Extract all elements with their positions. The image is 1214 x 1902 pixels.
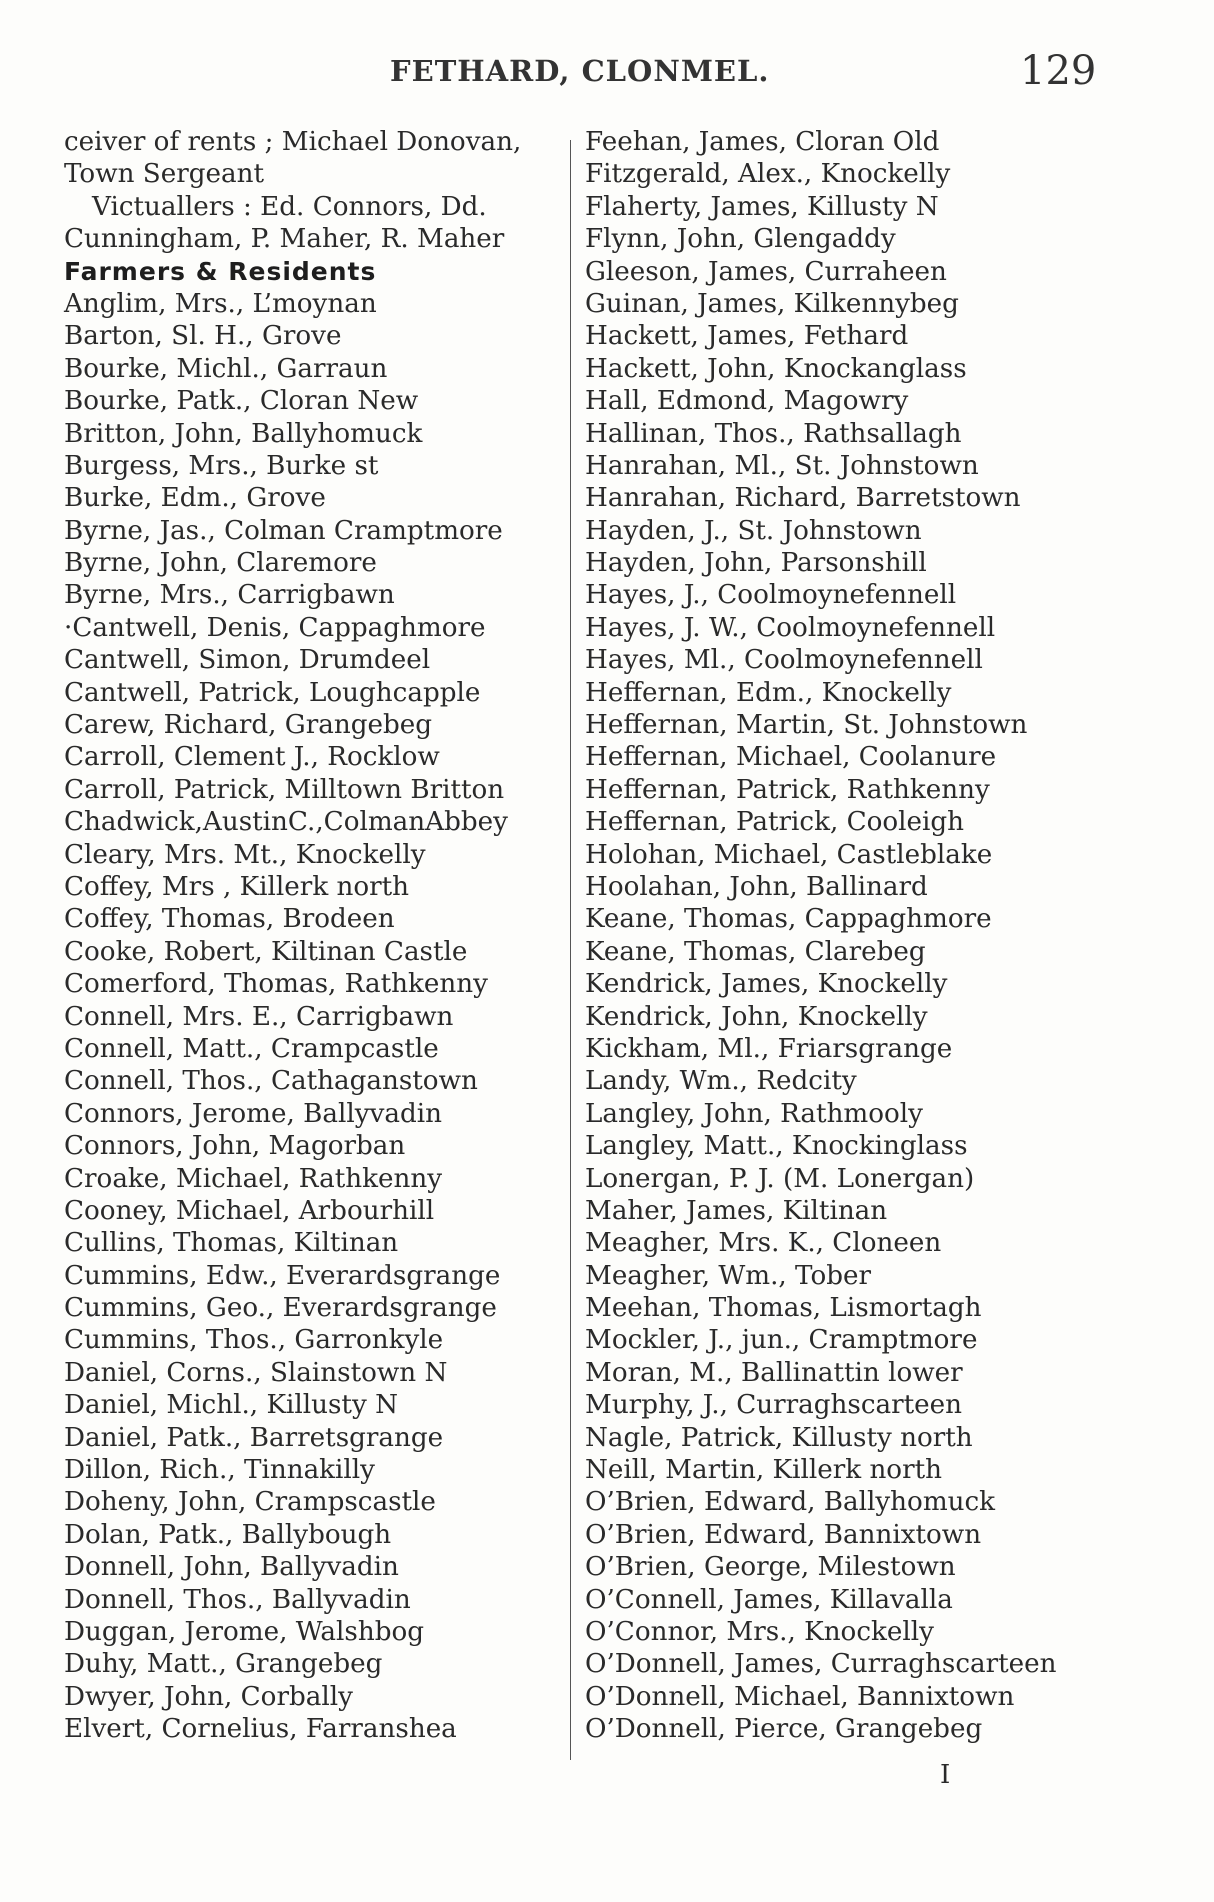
page-header [0,48,1214,98]
directory-entry: Nagle, Patrick, Killusty north [585,1422,973,1453]
directory-entry: Hayes, Ml., Coolmoynefennell [585,645,983,676]
directory-entry: Daniel, Corns., Slainstown N [64,1357,448,1388]
directory-entry: O’Donnell, Pierce, Grangebeg [585,1714,983,1745]
directory-entry: Mockler, J., jun., Cramptmore [585,1325,978,1356]
directory-entry: Keane, Thomas, Clarebeg [585,936,926,967]
left-column [64,126,564,1746]
directory-entry: Kickham, Ml., Friarsgrange [585,1033,953,1064]
directory-entry: Heffernan, Michael, Coolanure [585,742,997,773]
directory-entry: Feehan, James, Cloran Old [585,127,940,157]
directory-entry: Meagher, Wm., Tober [585,1260,872,1291]
victuallers-line: Victuallers : Ed. Connors, Dd. [92,191,487,222]
intro-line: ceiver of rents ; Michael Donovan, [64,127,522,157]
directory-entry: Hallinan, Thos., Rathsallagh [585,418,962,449]
intro-line: Town Sergeant [64,159,265,190]
directory-entry: ·Cantwell, Denis, Cappaghmore [64,612,486,643]
directory-entry: Hayes, J., Coolmoynefennell [585,580,957,611]
directory-entry: Byrne, Mrs., Carrigbawn [64,580,395,611]
directory-entry: Duggan, Jerome, Walshbog [64,1616,425,1647]
directory-entry: Comerford, Thomas, Rathkenny [64,969,488,1000]
directory-entry: Croake, Michael, Rathkenny [64,1163,443,1194]
directory-entry: Anglim, Mrs., L’moynan [64,288,377,319]
directory-entry: Elvert, Cornelius, Farranshea [64,1714,457,1745]
directory-entry: Flynn, John, Glengaddy [585,224,896,255]
directory-entry: Coffey, Thomas, Brodeen [64,904,395,935]
directory-entry: O’Brien, Edward, Ballyhomuck [585,1487,996,1518]
directory-entry: Heffernan, Martin, St. Johnstown [585,710,1028,741]
directory-entry: Hayden, J., St. Johnstown [585,515,922,546]
left-entry-list [64,288,564,1746]
directory-entry: Doheny, John, Crampscastle [64,1487,436,1518]
directory-entry: Hayden, John, Parsonshill [585,548,927,579]
directory-entry: Cooke, Robert, Kiltinan Castle [64,936,468,967]
directory-entry: Landy, Wm., Redcity [585,1066,857,1097]
running-head: FETHARD, CLONMEL. [390,54,770,88]
directory-entry: O’Donnell, James, Curraghscarteen [585,1649,1057,1680]
directory-entry: Donnell, John, Ballyvadin [64,1552,399,1583]
directory-entry: Neill, Martin, Killerk north [585,1455,942,1486]
directory-entry: Byrne, Jas., Colman Cramptmore [64,515,503,546]
directory-entry: Daniel, Michl., Killusty N [64,1390,398,1421]
directory-entry: Daniel, Patk., Barretsgrange [64,1422,444,1453]
page-number: 129 [1020,48,1097,94]
directory-entry: Gleeson, James, Curraheen [585,256,947,287]
directory-entry: Holohan, Michael, Castleblake [585,839,993,870]
directory-entry: Langley, John, Rathmooly [585,1098,923,1129]
directory-entry: Burgess, Mrs., Burke st [64,450,379,481]
directory-entry: Heffernan, Patrick, Cooleigh [585,807,965,838]
directory-entry: Hanrahan, Richard, Barretstown [585,483,1021,514]
directory-entry: Hanrahan, Ml., St. Johnstown [585,450,979,481]
directory-entry: Byrne, John, Claremore [64,548,377,579]
right-column [585,126,1085,1746]
directory-entry: Heffernan, Edm., Knockelly [585,677,952,708]
directory-entry: Cantwell, Simon, Drumdeel [64,645,431,676]
directory-entry: Connell, Mrs. E., Carrigbawn [64,1001,454,1032]
directory-entry: Hackett, James, Fethard [585,321,909,352]
directory-entry: Moran, M., Ballinattin lower [585,1357,963,1388]
directory-entry: Meagher, Mrs. K., Cloneen [585,1228,942,1259]
directory-entry: Langley, Matt., Knockinglass [585,1131,968,1162]
directory-entry: Cullins, Thomas, Kiltinan [64,1228,399,1259]
directory-entry: Cummins, Thos., Garronkyle [64,1325,444,1356]
directory-entry: Burke, Edm., Grove [64,483,326,514]
directory-entry: Cantwell, Patrick, Loughcapple [64,677,481,708]
directory-entry: Carroll, Patrick, Milltown Britton [64,774,505,805]
directory-entry: Cooney, Michael, Arbourhill [64,1195,435,1226]
directory-entry: O’Brien, Edward, Bannixtown [585,1519,982,1550]
directory-entry: Bourke, Michl., Garraun [64,353,388,384]
directory-entry: Hackett, John, Knockanglass [585,353,967,384]
directory-entry: O’Connor, Mrs., Knockelly [585,1616,934,1647]
directory-entry: Hall, Edmond, Magowry [585,386,909,417]
directory-entry: Bourke, Patk., Cloran New [64,386,419,417]
victuallers-line: Cunningham, P. Maher, R. Maher [64,224,505,255]
directory-entry: Duhy, Matt., Grangebeg [64,1649,383,1680]
directory-entry: Dolan, Patk., Ballybough [64,1519,392,1550]
directory-entry: Connell, Matt., Crampcastle [64,1033,439,1064]
directory-entry: Meehan, Thomas, Lismortagh [585,1293,982,1324]
directory-entry: Flaherty, James, Killusty N [585,191,939,222]
directory-entry: Donnell, Thos., Ballyvadin [64,1584,411,1615]
directory-entry: Chadwick,AustinC.,ColmanAbbey [64,807,508,838]
directory-entry: O’Donnell, Michael, Bannixtown [585,1681,1015,1712]
right-entry-list [585,126,1085,1746]
directory-entry: Guinan, James, Kilkennybeg [585,288,959,319]
column-divider [570,140,571,1760]
directory-entry: Murphy, J., Curraghscarteen [585,1390,963,1421]
directory-entry: Connell, Thos., Cathaganstown [64,1066,478,1097]
directory-entry: Hayes, J. W., Coolmoynefennell [585,612,996,643]
directory-entry: Dillon, Rich., Tinnakilly [64,1455,375,1486]
directory-entry: Cummins, Geo., Everardsgrange [64,1293,497,1324]
directory-entry: Kendrick, John, Knockelly [585,1001,928,1032]
directory-entry: Lonergan, P. J. (M. Lonergan) [585,1163,975,1194]
directory-entry: Carroll, Clement J., Rocklow [64,742,440,773]
directory-entry: O’Connell, James, Killavalla [585,1584,953,1615]
directory-entry: Hoolahan, John, Ballinard [585,871,928,902]
directory-entry: Cleary, Mrs. Mt., Knockelly [64,839,426,870]
directory-entry: Britton, John, Ballyhomuck [64,418,423,449]
directory-entry: Fitzgerald, Alex., Knockelly [585,159,951,190]
directory-entry: Carew, Richard, Grangebeg [64,710,432,741]
directory-entry: Connors, John, Magorban [64,1131,406,1162]
directory-entry: Connors, Jerome, Ballyvadin [64,1098,442,1129]
directory-entry: Coffey, Mrs , Killerk north [64,871,410,902]
signature-mark: I [940,1760,951,1790]
directory-entry: Dwyer, John, Corbally [64,1681,353,1712]
directory-entry: O’Brien, George, Milestown [585,1552,956,1583]
directory-entry: Barton, Sl. H., Grove [64,321,342,352]
directory-entry: Maher, James, Kiltinan [585,1195,888,1226]
directory-entry: Kendrick, James, Knockelly [585,969,948,1000]
section-heading: Farmers & Residents [64,256,377,286]
directory-entry: Keane, Thomas, Cappaghmore [585,904,992,935]
directory-entry: Cummins, Edw., Everardsgrange [64,1260,501,1291]
directory-entry: Heffernan, Patrick, Rathkenny [585,774,990,805]
